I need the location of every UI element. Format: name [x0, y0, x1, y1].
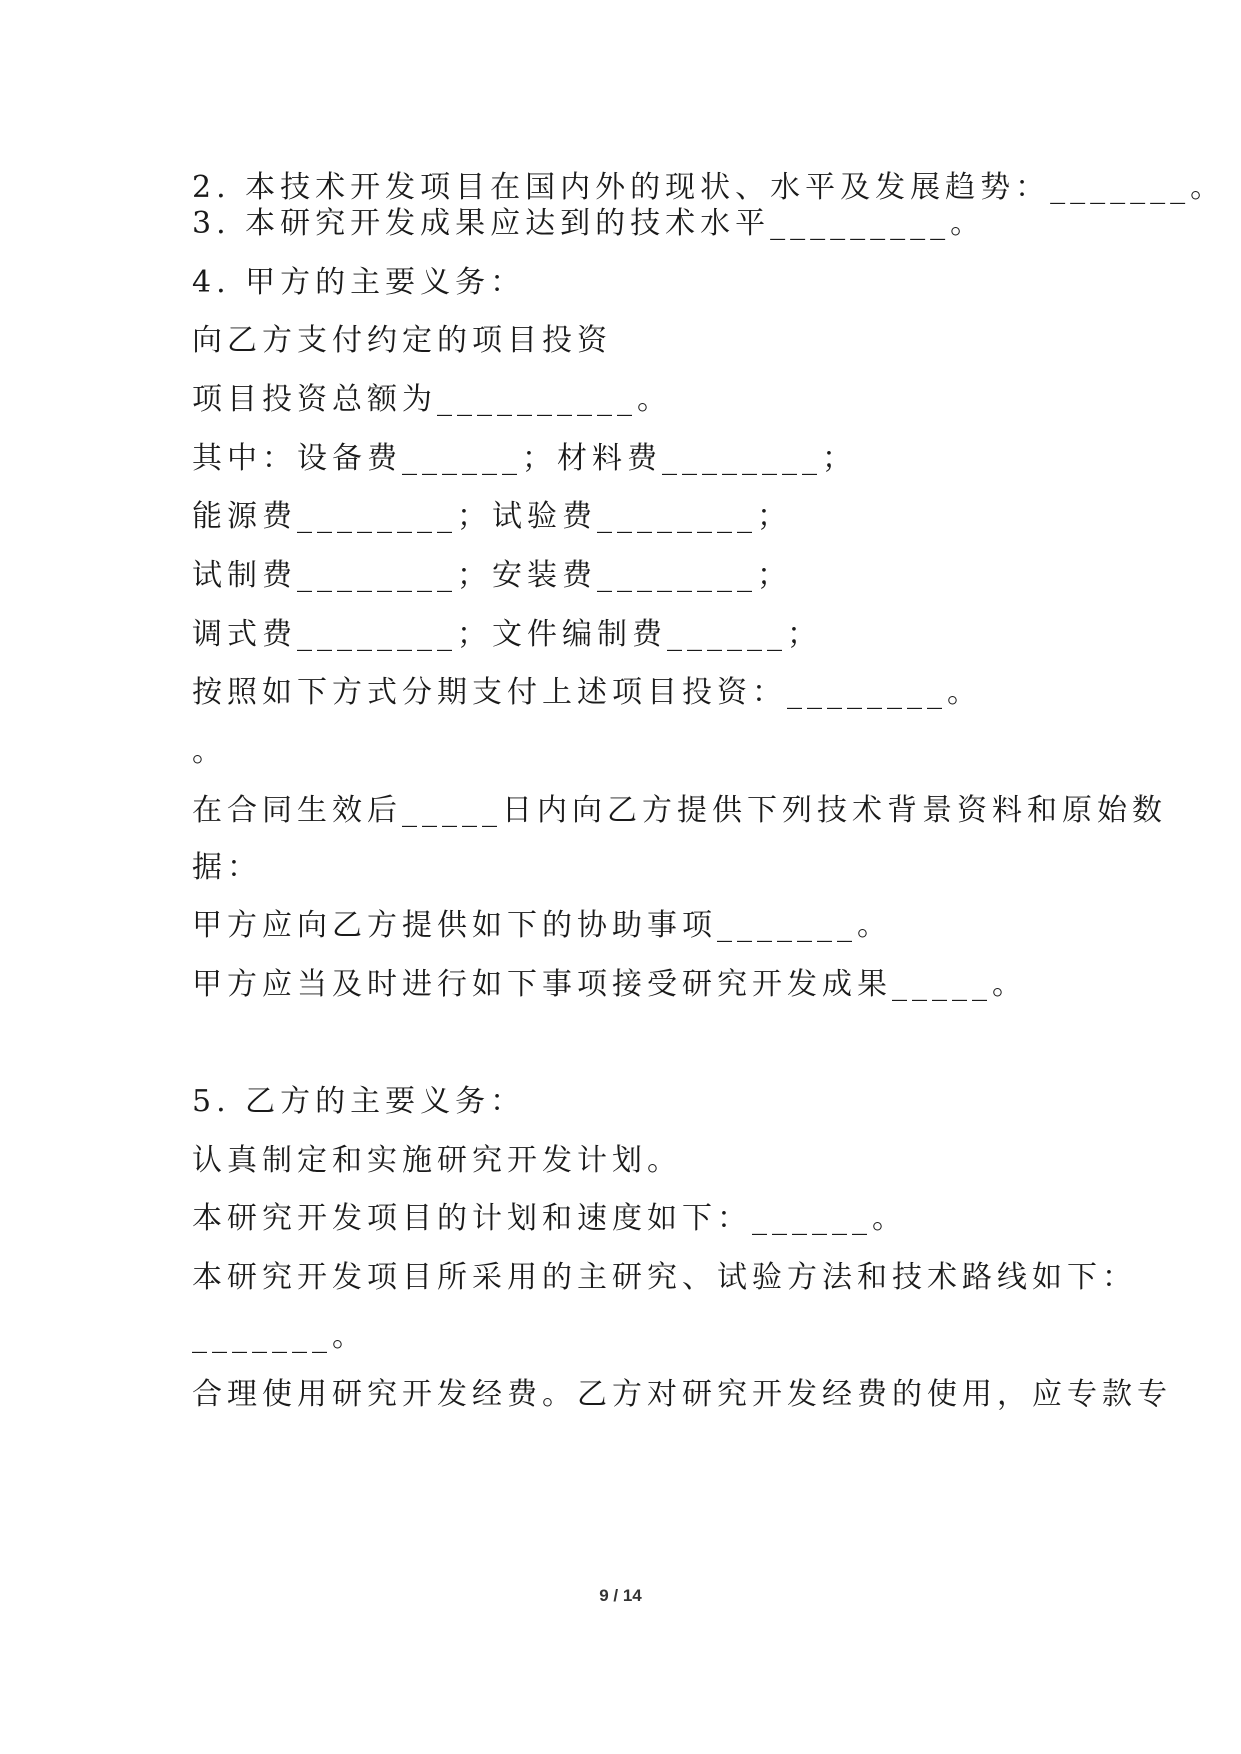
paragraph-line: 在合同生效后_____日内向乙方提供下列技术背景资料和原始数 — [192, 793, 1167, 828]
paragraph-line: 据： — [192, 850, 262, 885]
paragraph-line: 其中：设备费______；材料费________； — [192, 441, 857, 476]
paragraph-line: 甲方应当及时进行如下事项接受研究开发成果_____。 — [192, 967, 1027, 1002]
paragraph-line: 4. 甲方的主要义务： — [192, 265, 526, 300]
paragraph-line: 认真制定和实施研究开发计划。 — [192, 1143, 682, 1178]
paragraph-line: 向乙方支付约定的项目投资 — [192, 323, 612, 358]
paragraph-line: _______。 — [192, 1319, 367, 1354]
paragraph-line: 本研究开发项目的计划和速度如下：______。 — [192, 1201, 907, 1236]
paragraph-line: 能源费________；试验费________； — [192, 499, 792, 534]
paragraph-line: 5. 乙方的主要义务： — [192, 1084, 526, 1119]
paragraph-line: 项目投资总额为__________。 — [192, 382, 672, 417]
page-number: 9 / 14 — [599, 1586, 642, 1605]
paragraph-line: 合理使用研究开发经费。乙方对研究开发经费的使用，应专款专 — [192, 1377, 1172, 1412]
paragraph-line: 2. 本技术开发项目在国内外的现状、水平及发展趋势：_______。 — [192, 170, 1226, 205]
paragraph-line: 。 — [192, 734, 227, 769]
paragraph-line: 调式费________；文件编制费______； — [192, 617, 822, 652]
paragraph-line: 按照如下方式分期支付上述项目投资：________。 — [192, 675, 982, 710]
paragraph-line: 试制费________；安装费________； — [192, 558, 792, 593]
paragraph-line: 甲方应向乙方提供如下的协助事项_______。 — [192, 908, 892, 943]
paragraph-line: 3. 本研究开发成果应达到的技术水平_________。 — [192, 206, 986, 241]
paragraph-line: 本研究开发项目所采用的主研究、试验方法和技术路线如下： — [192, 1260, 1137, 1295]
